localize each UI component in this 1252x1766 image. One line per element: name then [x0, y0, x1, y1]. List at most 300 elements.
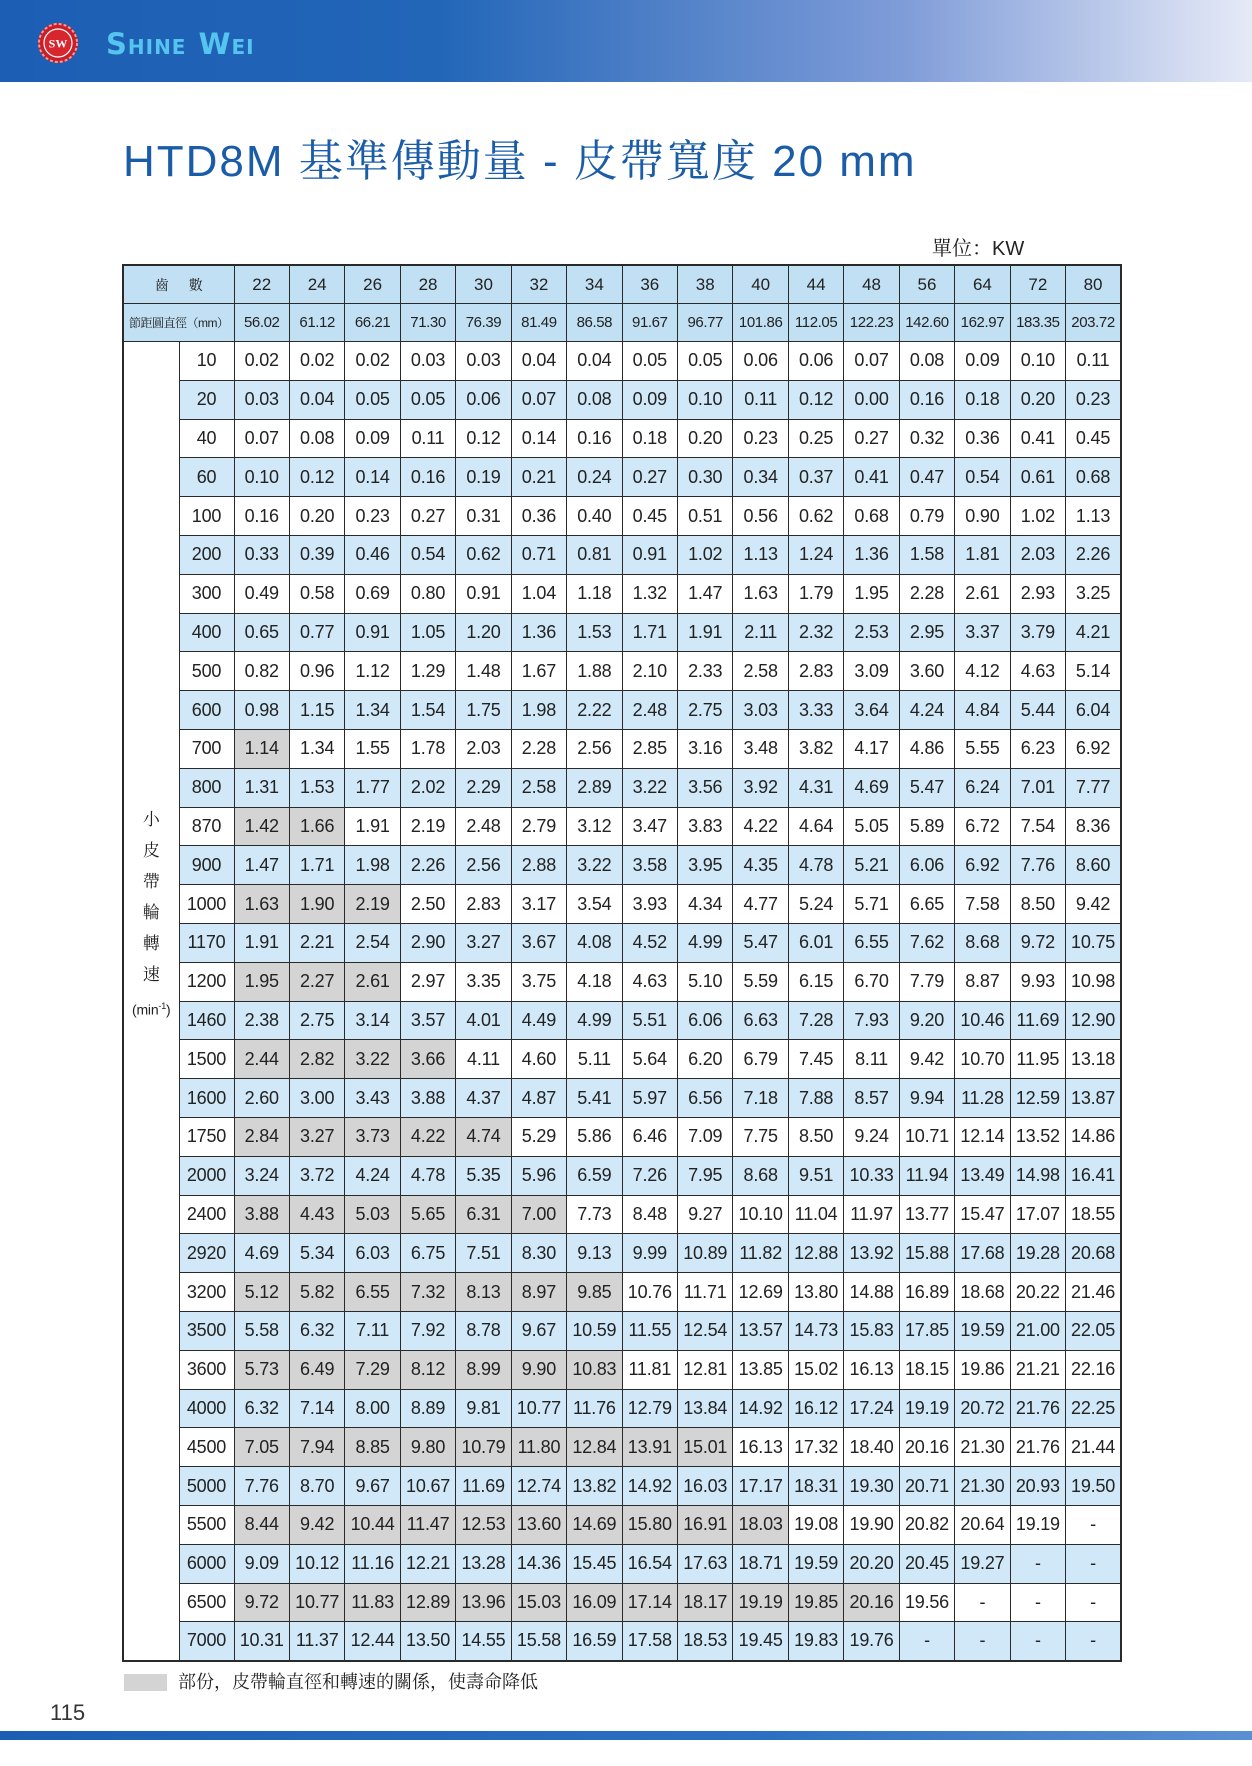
- power-value-cell: 8.30: [511, 1234, 566, 1273]
- power-value-cell: 5.82: [289, 1273, 344, 1312]
- table-row: [123, 1079, 1121, 1118]
- teeth-count-cell: 44: [788, 265, 843, 304]
- power-value-cell: 2.19: [345, 885, 400, 924]
- power-value-cell: 3.14: [345, 1001, 400, 1040]
- power-value-cell: 7.94: [289, 1428, 344, 1467]
- teeth-count-cell: 56: [899, 265, 954, 304]
- rpm-cell: 600: [179, 691, 234, 730]
- power-value-cell: 4.60: [511, 1040, 566, 1079]
- power-value-cell: 9.90: [511, 1350, 566, 1389]
- power-value-cell: 0.08: [567, 380, 622, 419]
- power-value-cell: 6.59: [567, 1156, 622, 1195]
- power-value-cell: 13.60: [511, 1505, 566, 1544]
- power-value-cell: 5.34: [289, 1234, 344, 1273]
- power-value-cell: 19.59: [788, 1544, 843, 1583]
- teeth-count-cell: 48: [844, 265, 899, 304]
- power-value-cell: 20.16: [844, 1583, 899, 1622]
- power-value-cell: 1.02: [1010, 497, 1065, 536]
- table-row: [123, 574, 1121, 613]
- table-row: [123, 807, 1121, 846]
- table-row: [123, 1544, 1121, 1583]
- power-value-cell: 7.75: [733, 1117, 788, 1156]
- power-value-cell: 11.71: [678, 1273, 733, 1312]
- power-value-cell: 1.18: [567, 574, 622, 613]
- power-value-cell: 16.59: [567, 1622, 622, 1661]
- power-value-cell: 0.36: [955, 419, 1010, 458]
- power-value-cell: 9.24: [844, 1117, 899, 1156]
- power-value-cell: 5.41: [567, 1079, 622, 1118]
- power-value-cell: 1.88: [567, 652, 622, 691]
- power-value-cell: 3.57: [400, 1001, 455, 1040]
- power-value-cell: 6.06: [899, 846, 954, 885]
- power-value-cell: 4.37: [456, 1079, 511, 1118]
- power-value-cell: 21.76: [1010, 1428, 1065, 1467]
- power-value-cell: 0.23: [733, 419, 788, 458]
- power-value-cell: 9.99: [622, 1234, 677, 1273]
- power-value-cell: 0.14: [511, 419, 566, 458]
- power-value-cell: 5.21: [844, 846, 899, 885]
- power-value-cell: 17.17: [733, 1467, 788, 1506]
- power-value-cell: 7.05: [234, 1428, 289, 1467]
- power-value-cell: 12.84: [567, 1428, 622, 1467]
- power-value-cell: 2.50: [400, 885, 455, 924]
- pitch-diameter-cell: 162.97: [955, 304, 1010, 342]
- power-value-cell: 5.73: [234, 1350, 289, 1389]
- power-value-cell: -: [1066, 1505, 1121, 1544]
- power-value-cell: 12.44: [345, 1622, 400, 1661]
- power-value-cell: 9.72: [1010, 923, 1065, 962]
- power-value-cell: 1.04: [511, 574, 566, 613]
- power-value-cell: 15.47: [955, 1195, 1010, 1234]
- power-value-cell: 16.54: [622, 1544, 677, 1583]
- power-value-cell: 6.32: [289, 1311, 344, 1350]
- rpm-cell: 4000: [179, 1389, 234, 1428]
- power-value-cell: 2.61: [345, 962, 400, 1001]
- power-value-cell: 3.35: [456, 962, 511, 1001]
- teeth-count-cell: 38: [678, 265, 733, 304]
- rpm-cell: 6000: [179, 1544, 234, 1583]
- rpm-cell: 3200: [179, 1273, 234, 1312]
- power-value-cell: 0.16: [234, 497, 289, 536]
- power-value-cell: 0.18: [622, 419, 677, 458]
- power-value-cell: -: [1066, 1622, 1121, 1661]
- power-value-cell: 11.81: [622, 1350, 677, 1389]
- power-value-cell: 20.64: [955, 1505, 1010, 1544]
- power-value-cell: 7.76: [1010, 846, 1065, 885]
- power-value-cell: 3.60: [899, 652, 954, 691]
- teeth-count-cell: 30: [456, 265, 511, 304]
- power-value-cell: 3.03: [733, 691, 788, 730]
- power-value-cell: 3.88: [400, 1079, 455, 1118]
- power-value-cell: 0.12: [456, 419, 511, 458]
- power-value-cell: 4.74: [456, 1117, 511, 1156]
- power-value-cell: 2.95: [899, 613, 954, 652]
- power-value-cell: 19.59: [955, 1311, 1010, 1350]
- power-value-cell: 5.47: [733, 923, 788, 962]
- power-value-cell: 4.18: [567, 962, 622, 1001]
- teeth-row: [123, 265, 1121, 304]
- power-value-cell: 14.73: [788, 1311, 843, 1350]
- power-value-cell: 1.95: [234, 962, 289, 1001]
- power-value-cell: 6.79: [733, 1040, 788, 1079]
- rpm-cell: 2400: [179, 1195, 234, 1234]
- table-row: [123, 1505, 1121, 1544]
- power-value-cell: 12.88: [788, 1234, 843, 1273]
- speed-label-char: 轉: [142, 934, 160, 953]
- power-value-cell: 4.78: [400, 1156, 455, 1195]
- power-value-cell: 7.93: [844, 1001, 899, 1040]
- table-row: [123, 1234, 1121, 1273]
- power-value-cell: 1.81: [955, 535, 1010, 574]
- rpm-cell: 1200: [179, 962, 234, 1001]
- table-row: [123, 768, 1121, 807]
- pitch-diameter-cell: 56.02: [234, 304, 289, 342]
- power-value-cell: 5.96: [511, 1156, 566, 1195]
- power-value-cell: 2.28: [899, 574, 954, 613]
- power-value-cell: 0.77: [289, 613, 344, 652]
- power-value-cell: 0.10: [234, 458, 289, 497]
- table-row: [123, 1350, 1121, 1389]
- power-value-cell: 0.09: [345, 419, 400, 458]
- power-value-cell: 10.59: [567, 1311, 622, 1350]
- power-value-cell: 0.25: [788, 419, 843, 458]
- power-value-cell: 4.24: [899, 691, 954, 730]
- power-value-cell: 5.51: [622, 1001, 677, 1040]
- power-value-cell: 6.15: [788, 962, 843, 1001]
- power-value-cell: 5.44: [1010, 691, 1065, 730]
- power-value-cell: 2.11: [733, 613, 788, 652]
- power-value-cell: 11.16: [345, 1544, 400, 1583]
- power-value-cell: 1.15: [289, 691, 344, 730]
- power-value-cell: 2.93: [1010, 574, 1065, 613]
- power-value-cell: 1.95: [844, 574, 899, 613]
- power-value-cell: 5.65: [400, 1195, 455, 1234]
- power-value-cell: 8.11: [844, 1040, 899, 1079]
- rpm-cell: 300: [179, 574, 234, 613]
- power-value-cell: 0.61: [1010, 458, 1065, 497]
- power-value-cell: 3.25: [1066, 574, 1121, 613]
- power-rating-table: [122, 264, 1122, 1662]
- power-value-cell: 2.75: [678, 691, 733, 730]
- power-value-cell: 12.81: [678, 1350, 733, 1389]
- power-value-cell: 9.42: [289, 1505, 344, 1544]
- pitch-diameter-cell: 101.86: [733, 304, 788, 342]
- power-value-cell: 6.92: [1066, 729, 1121, 768]
- table-row: [123, 419, 1121, 458]
- power-value-cell: 18.71: [733, 1544, 788, 1583]
- power-value-cell: 1.91: [678, 613, 733, 652]
- power-value-cell: 0.09: [955, 342, 1010, 381]
- power-value-cell: 20.68: [1066, 1234, 1121, 1273]
- power-value-cell: 9.81: [456, 1389, 511, 1428]
- power-value-cell: 13.80: [788, 1273, 843, 1312]
- power-value-cell: 21.46: [1066, 1273, 1121, 1312]
- power-value-cell: 0.30: [678, 458, 733, 497]
- power-value-cell: 0.45: [622, 497, 677, 536]
- power-value-cell: 20.72: [955, 1389, 1010, 1428]
- power-value-cell: 6.72: [955, 807, 1010, 846]
- brand-name-word: WEI: [198, 27, 255, 61]
- pitch-diameter-cell: 81.49: [511, 304, 566, 342]
- power-value-cell: 4.69: [234, 1234, 289, 1273]
- pitch-diameter-cell: 61.12: [289, 304, 344, 342]
- power-value-cell: 17.58: [622, 1622, 677, 1661]
- table-row: [123, 1195, 1121, 1234]
- power-value-cell: 19.19: [899, 1389, 954, 1428]
- power-value-cell: 6.75: [400, 1234, 455, 1273]
- power-value-cell: 3.79: [1010, 613, 1065, 652]
- power-value-cell: 18.03: [733, 1505, 788, 1544]
- power-value-cell: 11.28: [955, 1079, 1010, 1118]
- power-value-cell: 9.42: [1066, 885, 1121, 924]
- power-value-cell: 0.40: [567, 497, 622, 536]
- power-value-cell: 20.20: [844, 1544, 899, 1583]
- power-value-cell: 0.32: [899, 419, 954, 458]
- power-value-cell: 2.03: [456, 729, 511, 768]
- pitch-diameter-cell: 122.23: [844, 304, 899, 342]
- power-value-cell: 20.82: [899, 1505, 954, 1544]
- power-value-cell: 5.55: [955, 729, 1010, 768]
- power-value-cell: 0.33: [234, 535, 289, 574]
- power-value-cell: 2.82: [289, 1040, 344, 1079]
- power-value-cell: 9.13: [567, 1234, 622, 1273]
- power-value-cell: 3.00: [289, 1079, 344, 1118]
- power-value-cell: 18.53: [678, 1622, 733, 1661]
- power-value-cell: 19.56: [899, 1583, 954, 1622]
- power-value-cell: 1.20: [456, 613, 511, 652]
- teeth-count-cell: 80: [1066, 265, 1121, 304]
- power-value-cell: 10.89: [678, 1234, 733, 1273]
- power-value-cell: 21.30: [955, 1428, 1010, 1467]
- power-value-cell: -: [899, 1622, 954, 1661]
- power-value-cell: 0.16: [567, 419, 622, 458]
- power-value-cell: 1.12: [345, 652, 400, 691]
- power-value-cell: 0.80: [400, 574, 455, 613]
- table-row: [123, 1428, 1121, 1467]
- power-value-cell: 4.69: [844, 768, 899, 807]
- pitch-diameter-cell: 142.60: [899, 304, 954, 342]
- table-row: [123, 1040, 1121, 1079]
- power-value-cell: 9.67: [345, 1467, 400, 1506]
- power-value-cell: 12.89: [400, 1583, 455, 1622]
- rpm-cell: 1500: [179, 1040, 234, 1079]
- teeth-count-cell: 22: [234, 265, 289, 304]
- power-value-cell: 12.14: [955, 1117, 1010, 1156]
- power-value-cell: 11.37: [289, 1622, 344, 1661]
- power-value-cell: 11.94: [899, 1156, 954, 1195]
- speed-label-char: 皮: [142, 841, 160, 860]
- power-value-cell: 4.78: [788, 846, 843, 885]
- power-value-cell: 10.76: [622, 1273, 677, 1312]
- power-value-cell: 3.37: [955, 613, 1010, 652]
- power-value-cell: 10.75: [1066, 923, 1121, 962]
- table-row: [123, 1156, 1121, 1195]
- table-row: [123, 962, 1121, 1001]
- power-value-cell: 5.05: [844, 807, 899, 846]
- power-value-cell: 6.92: [955, 846, 1010, 885]
- power-value-cell: 2.53: [844, 613, 899, 652]
- power-value-cell: 0.36: [511, 497, 566, 536]
- power-value-cell: 13.96: [456, 1583, 511, 1622]
- power-value-cell: 0.27: [400, 497, 455, 536]
- speed-label-char: 小: [142, 810, 160, 829]
- power-value-cell: -: [955, 1583, 1010, 1622]
- table-row: [123, 1117, 1121, 1156]
- power-value-cell: 10.31: [234, 1622, 289, 1661]
- power-value-cell: 2.75: [289, 1001, 344, 1040]
- power-value-cell: 19.86: [955, 1350, 1010, 1389]
- table-row: [123, 1001, 1121, 1040]
- rpm-cell: 3600: [179, 1350, 234, 1389]
- power-value-cell: 0.03: [456, 342, 511, 381]
- power-value-cell: 0.49: [234, 574, 289, 613]
- power-value-cell: 3.17: [511, 885, 566, 924]
- power-value-cell: 0.91: [456, 574, 511, 613]
- power-value-cell: 1.98: [511, 691, 566, 730]
- power-value-cell: 8.60: [1066, 846, 1121, 885]
- power-value-cell: 1.05: [400, 613, 455, 652]
- power-value-cell: 18.15: [899, 1350, 954, 1389]
- power-value-cell: 10.83: [567, 1350, 622, 1389]
- power-value-cell: 2.44: [234, 1040, 289, 1079]
- power-value-cell: 0.91: [345, 613, 400, 652]
- table-row: [123, 885, 1121, 924]
- power-value-cell: 8.87: [955, 962, 1010, 1001]
- power-value-cell: 0.27: [844, 419, 899, 458]
- rpm-cell: 60: [179, 458, 234, 497]
- power-value-cell: 7.62: [899, 923, 954, 962]
- power-value-cell: 10.98: [1066, 962, 1121, 1001]
- power-value-cell: 13.82: [567, 1467, 622, 1506]
- power-value-cell: 20.45: [899, 1544, 954, 1583]
- power-value-cell: 1.90: [289, 885, 344, 924]
- power-value-cell: 9.09: [234, 1544, 289, 1583]
- power-value-cell: 0.46: [345, 535, 400, 574]
- power-value-cell: 4.22: [733, 807, 788, 846]
- rpm-cell: 100: [179, 497, 234, 536]
- power-value-cell: 16.41: [1066, 1156, 1121, 1195]
- power-value-cell: 6.31: [456, 1195, 511, 1234]
- power-value-cell: 2.97: [400, 962, 455, 1001]
- speed-axis-label: [123, 342, 179, 1661]
- power-value-cell: 19.50: [1066, 1467, 1121, 1506]
- power-value-cell: 4.22: [400, 1117, 455, 1156]
- power-value-cell: 1.78: [400, 729, 455, 768]
- teeth-count-cell: 32: [511, 265, 566, 304]
- power-value-cell: 7.51: [456, 1234, 511, 1273]
- power-value-cell: 13.77: [899, 1195, 954, 1234]
- power-value-cell: 4.24: [345, 1156, 400, 1195]
- power-value-cell: 9.20: [899, 1001, 954, 1040]
- speed-label-text: [124, 804, 179, 1020]
- power-value-cell: 0.06: [788, 342, 843, 381]
- power-value-cell: 8.50: [788, 1117, 843, 1156]
- power-value-cell: 1.13: [1066, 497, 1121, 536]
- power-value-cell: 1.32: [622, 574, 677, 613]
- power-value-cell: 2.85: [622, 729, 677, 768]
- power-value-cell: 2.22: [567, 691, 622, 730]
- power-value-cell: 5.11: [567, 1040, 622, 1079]
- power-value-cell: 8.99: [456, 1350, 511, 1389]
- power-value-cell: 2.56: [456, 846, 511, 885]
- power-value-cell: 0.03: [234, 380, 289, 419]
- power-value-cell: 0.07: [511, 380, 566, 419]
- power-value-cell: 7.95: [678, 1156, 733, 1195]
- power-value-cell: 17.63: [678, 1544, 733, 1583]
- power-value-cell: 0.20: [1010, 380, 1065, 419]
- power-value-cell: 5.97: [622, 1079, 677, 1118]
- power-value-cell: 2.38: [234, 1001, 289, 1040]
- power-value-cell: 8.44: [234, 1505, 289, 1544]
- power-value-cell: 0.05: [678, 342, 733, 381]
- power-value-cell: 3.67: [511, 923, 566, 962]
- power-value-cell: 0.82: [234, 652, 289, 691]
- power-value-cell: 0.20: [678, 419, 733, 458]
- power-value-cell: 3.22: [345, 1040, 400, 1079]
- power-value-cell: 2.61: [955, 574, 1010, 613]
- power-value-cell: 16.03: [678, 1467, 733, 1506]
- power-value-cell: 0.09: [622, 380, 677, 419]
- power-value-cell: 9.80: [400, 1428, 455, 1467]
- power-value-cell: 1.71: [289, 846, 344, 885]
- power-value-cell: 3.27: [456, 923, 511, 962]
- power-value-cell: 7.76: [234, 1467, 289, 1506]
- pitch-diameter-cell: 86.58: [567, 304, 622, 342]
- power-value-cell: 6.65: [899, 885, 954, 924]
- pitch-diameter-row: [123, 304, 1121, 342]
- power-value-cell: 1.58: [899, 535, 954, 574]
- power-value-cell: 8.36: [1066, 807, 1121, 846]
- power-value-cell: 2.28: [511, 729, 566, 768]
- power-value-cell: 10.10: [733, 1195, 788, 1234]
- power-value-cell: 2.02: [400, 768, 455, 807]
- power-value-cell: 0.41: [1010, 419, 1065, 458]
- power-value-cell: 0.27: [622, 458, 677, 497]
- power-value-cell: 10.79: [456, 1428, 511, 1467]
- power-value-cell: 3.72: [289, 1156, 344, 1195]
- power-value-cell: 2.10: [622, 652, 677, 691]
- power-value-cell: 21.76: [1010, 1389, 1065, 1428]
- power-value-cell: 6.49: [289, 1350, 344, 1389]
- rpm-cell: 5000: [179, 1467, 234, 1506]
- power-value-cell: 7.73: [567, 1195, 622, 1234]
- power-value-cell: 13.52: [1010, 1117, 1065, 1156]
- power-value-cell: 1.91: [234, 923, 289, 962]
- power-value-cell: 11.95: [1010, 1040, 1065, 1079]
- power-value-cell: 0.37: [788, 458, 843, 497]
- power-value-cell: 3.58: [622, 846, 677, 885]
- power-value-cell: 14.98: [1010, 1156, 1065, 1195]
- power-value-cell: 0.06: [733, 342, 788, 381]
- power-value-cell: 13.18: [1066, 1040, 1121, 1079]
- power-value-cell: 0.23: [1066, 380, 1121, 419]
- power-value-cell: 7.58: [955, 885, 1010, 924]
- power-value-cell: 2.48: [456, 807, 511, 846]
- pitch-diameter-cell: 203.72: [1066, 304, 1121, 342]
- power-value-cell: 8.97: [511, 1273, 566, 1312]
- power-value-cell: 16.13: [844, 1350, 899, 1389]
- power-value-cell: 17.14: [622, 1583, 677, 1622]
- power-value-cell: 13.85: [733, 1350, 788, 1389]
- power-value-cell: 8.57: [844, 1079, 899, 1118]
- power-value-cell: 0.56: [733, 497, 788, 536]
- power-value-cell: 4.11: [456, 1040, 511, 1079]
- power-value-cell: 3.33: [788, 691, 843, 730]
- power-value-cell: 11.82: [733, 1234, 788, 1273]
- power-value-cell: 13.28: [456, 1544, 511, 1583]
- power-value-cell: 3.54: [567, 885, 622, 924]
- power-value-cell: 0.04: [289, 380, 344, 419]
